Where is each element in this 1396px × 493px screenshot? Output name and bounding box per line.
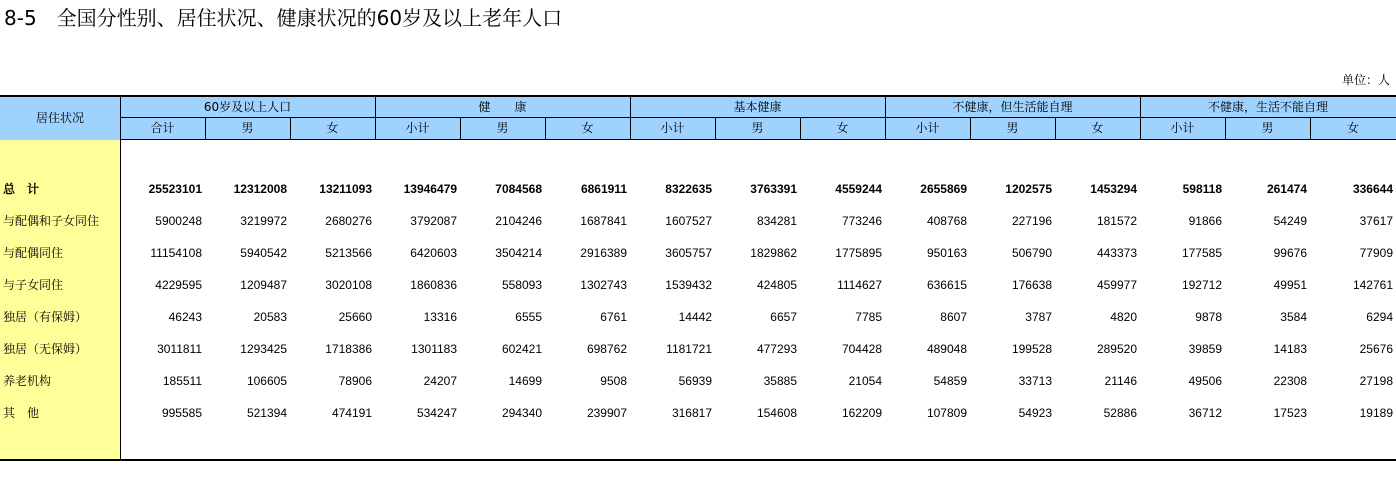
row-label: 与配偶和子女同住 [3,214,100,228]
table-cell: 316817 [671,406,712,420]
table-cell: 17523 [1273,406,1307,420]
table-cell: 192712 [1181,278,1222,292]
table-cell: 6861911 [580,182,627,196]
table-cell: 5940542 [240,246,287,260]
column-divider [715,118,716,140]
table-cell: 239907 [586,406,627,420]
table-cell: 3504214 [495,246,542,260]
table-cell: 24207 [423,374,457,388]
table-cell: 4559244 [835,182,882,196]
column-divider [205,118,206,140]
column-header: 男 [1006,121,1019,135]
group-divider [885,97,886,140]
table-cell: 6657 [770,310,797,324]
table-cell: 2655869 [920,182,967,196]
table-cell: 1293425 [240,342,287,356]
table-cell: 77909 [1359,246,1393,260]
table-cell: 36712 [1188,406,1222,420]
column-header: 小计 [1170,121,1195,135]
table-cell: 162209 [841,406,882,420]
table-cell: 227196 [1011,214,1052,228]
group-header: 60岁及以上人口 [203,100,292,114]
table-cell: 6420603 [410,246,457,260]
column-divider [1310,118,1311,140]
table-cell: 11154108 [150,246,202,260]
header-mid-rule [120,117,1396,118]
table-cell: 834281 [756,214,797,228]
column-header: 女 [1091,121,1104,135]
table-cell: 99676 [1273,246,1307,260]
table-cell: 2104246 [495,214,542,228]
table-cell: 336644 [1352,182,1393,196]
group-divider [630,97,631,140]
row-label: 养老机构 [3,374,52,388]
group-divider [1140,97,1141,140]
table-cell: 261474 [1266,182,1307,196]
column-header: 男 [1261,121,1274,135]
table-cell: 52886 [1103,406,1137,420]
row-label: 总 计 [3,182,40,196]
table-cell: 3011811 [157,342,202,356]
column-header: 小计 [915,121,940,135]
table-cell: 177585 [1181,246,1222,260]
table-cell: 474191 [331,406,372,420]
table-cell: 1539432 [665,278,712,292]
table-cell: 1829862 [750,246,797,260]
row-label: 独居（有保姆） [3,310,88,324]
table-cell: 995585 [161,406,202,420]
table-cell: 1301183 [411,342,457,356]
table-cell: 1860836 [410,278,457,292]
table-cell: 3605757 [665,246,712,260]
table-cell: 1202575 [1005,182,1052,196]
table-cell: 106605 [246,374,287,388]
table-cell: 46243 [168,310,202,324]
table-cell: 35885 [763,374,797,388]
table-cell: 91866 [1188,214,1222,228]
row-label: 与配偶同住 [3,246,64,260]
table-cell: 408768 [926,214,967,228]
table-cell: 33713 [1018,374,1052,388]
table-cell: 199528 [1011,342,1052,356]
table-cell: 22308 [1273,374,1307,388]
table-bottom-rule [0,459,1396,461]
table-cell: 14699 [508,374,542,388]
table-cell: 54923 [1018,406,1052,420]
table-cell: 13946479 [403,182,457,196]
column-header: 女 [836,121,849,135]
table-cell: 1607527 [665,214,712,228]
column-header: 女 [581,121,594,135]
table-cell: 1775895 [835,246,882,260]
row-label: 独居（无保姆） [3,342,88,356]
unit-label: 单位：人 [1341,73,1390,87]
table-cell: 3787 [1025,310,1052,324]
table-cell: 14442 [678,310,712,324]
table-cell: 7785 [855,310,882,324]
table-cell: 6761 [600,310,627,324]
table-cell: 521394 [246,406,287,420]
table-cell: 4820 [1110,310,1137,324]
table-cell: 37617 [1359,214,1393,228]
table-cell: 6294 [1366,310,1393,324]
table-cell: 39859 [1188,342,1222,356]
table-cell: 9878 [1195,310,1222,324]
table-cell: 54249 [1273,214,1307,228]
table-cell: 289520 [1096,342,1137,356]
column-header: 合计 [150,121,175,135]
table-cell: 506790 [1011,246,1052,260]
group-header: 基本健康 [733,100,782,114]
column-divider [1225,118,1226,140]
table-cell: 56939 [678,374,712,388]
table-cell: 21146 [1104,374,1137,388]
table-cell: 54859 [933,374,967,388]
table-cell: 185511 [162,374,202,388]
table-cell: 3763391 [750,182,797,196]
table-cell: 49951 [1273,278,1307,292]
table-cell: 7084568 [495,182,542,196]
table-cell: 154608 [756,406,797,420]
table-cell: 3584 [1280,310,1307,324]
table-cell: 21054 [848,374,882,388]
table-cell: 3219972 [240,214,287,228]
column-divider [545,118,546,140]
column-header: 小计 [660,121,685,135]
table-cell: 704428 [841,342,882,356]
table-cell: 20583 [253,310,287,324]
header-bottom-rule [120,139,1396,140]
column-divider [970,118,971,140]
table-cell: 3020108 [325,278,372,292]
group-header: 不健康，生活不能自理 [1207,100,1328,114]
table-cell: 5213566 [325,246,372,260]
row-label: 与子女同住 [3,278,64,292]
column-header: 女 [1346,121,1359,135]
table-cell: 950163 [926,246,967,260]
table-cell: 9508 [600,374,627,388]
table-cell: 2680276 [325,214,372,228]
table-cell: 489048 [926,342,967,356]
table-cell: 49506 [1188,374,1222,388]
table-cell: 27198 [1359,374,1393,388]
table-cell: 25523101 [148,182,202,196]
table-cell: 78906 [338,374,372,388]
column-header: 男 [751,121,764,135]
table-cell: 534247 [416,406,457,420]
table-cell: 25676 [1359,342,1393,356]
table-cell: 142761 [1352,278,1393,292]
column-divider [290,118,291,140]
table-cell: 6555 [515,310,542,324]
table-cell: 558093 [501,278,542,292]
column-divider [460,118,461,140]
table-cell: 424805 [756,278,797,292]
table-cell: 1209487 [240,278,287,292]
column-header: 女 [326,121,339,135]
table-cell: 2916389 [580,246,627,260]
table-cell: 636615 [926,278,967,292]
table-cell: 4229595 [155,278,202,292]
table-cell: 13211093 [319,182,372,196]
table-cell: 598118 [1182,182,1222,196]
table-cell: 1114627 [837,278,882,292]
column-header: 男 [241,121,254,135]
table-cell: 3792087 [410,214,457,228]
table-cell: 698762 [586,342,627,356]
table-cell: 773246 [841,214,882,228]
group-header: 不健康，但生活能自理 [952,100,1073,114]
column-divider [800,118,801,140]
table-cell: 602421 [501,342,542,356]
column-header: 小计 [405,121,430,135]
table-cell: 1181721 [666,342,712,356]
table-cell: 107809 [926,406,967,420]
table-cell: 13316 [423,310,457,324]
table-cell: 477293 [756,342,797,356]
table-cell: 459977 [1096,278,1137,292]
table-cell: 1453294 [1090,182,1137,196]
group-divider [375,97,376,140]
table-cell: 8322635 [665,182,712,196]
group-header: 健 康 [478,100,527,114]
table-cell: 1718386 [325,342,372,356]
table-cell: 8607 [940,310,967,324]
table-cell: 5900248 [155,214,202,228]
table-cell: 14183 [1273,342,1307,356]
table-cell: 294340 [501,406,542,420]
table-top-rule [0,95,1396,97]
column-header: 男 [496,121,509,135]
table-cell: 1302743 [580,278,627,292]
table-cell: 12312008 [233,182,287,196]
table-cell: 181572 [1096,214,1137,228]
stub-header: 居住状况 [35,111,84,125]
row-label: 其 他 [3,406,40,420]
table-cell: 19189 [1359,406,1393,420]
table-cell: 176638 [1011,278,1052,292]
page-title: 8-5 全国分性别、居住状况、健康状况的60岁及以上老年人口 [4,6,563,30]
column-divider [1055,118,1056,140]
table-cell: 25660 [338,310,372,324]
table-cell: 443373 [1096,246,1137,260]
table-cell: 1687841 [580,214,627,228]
